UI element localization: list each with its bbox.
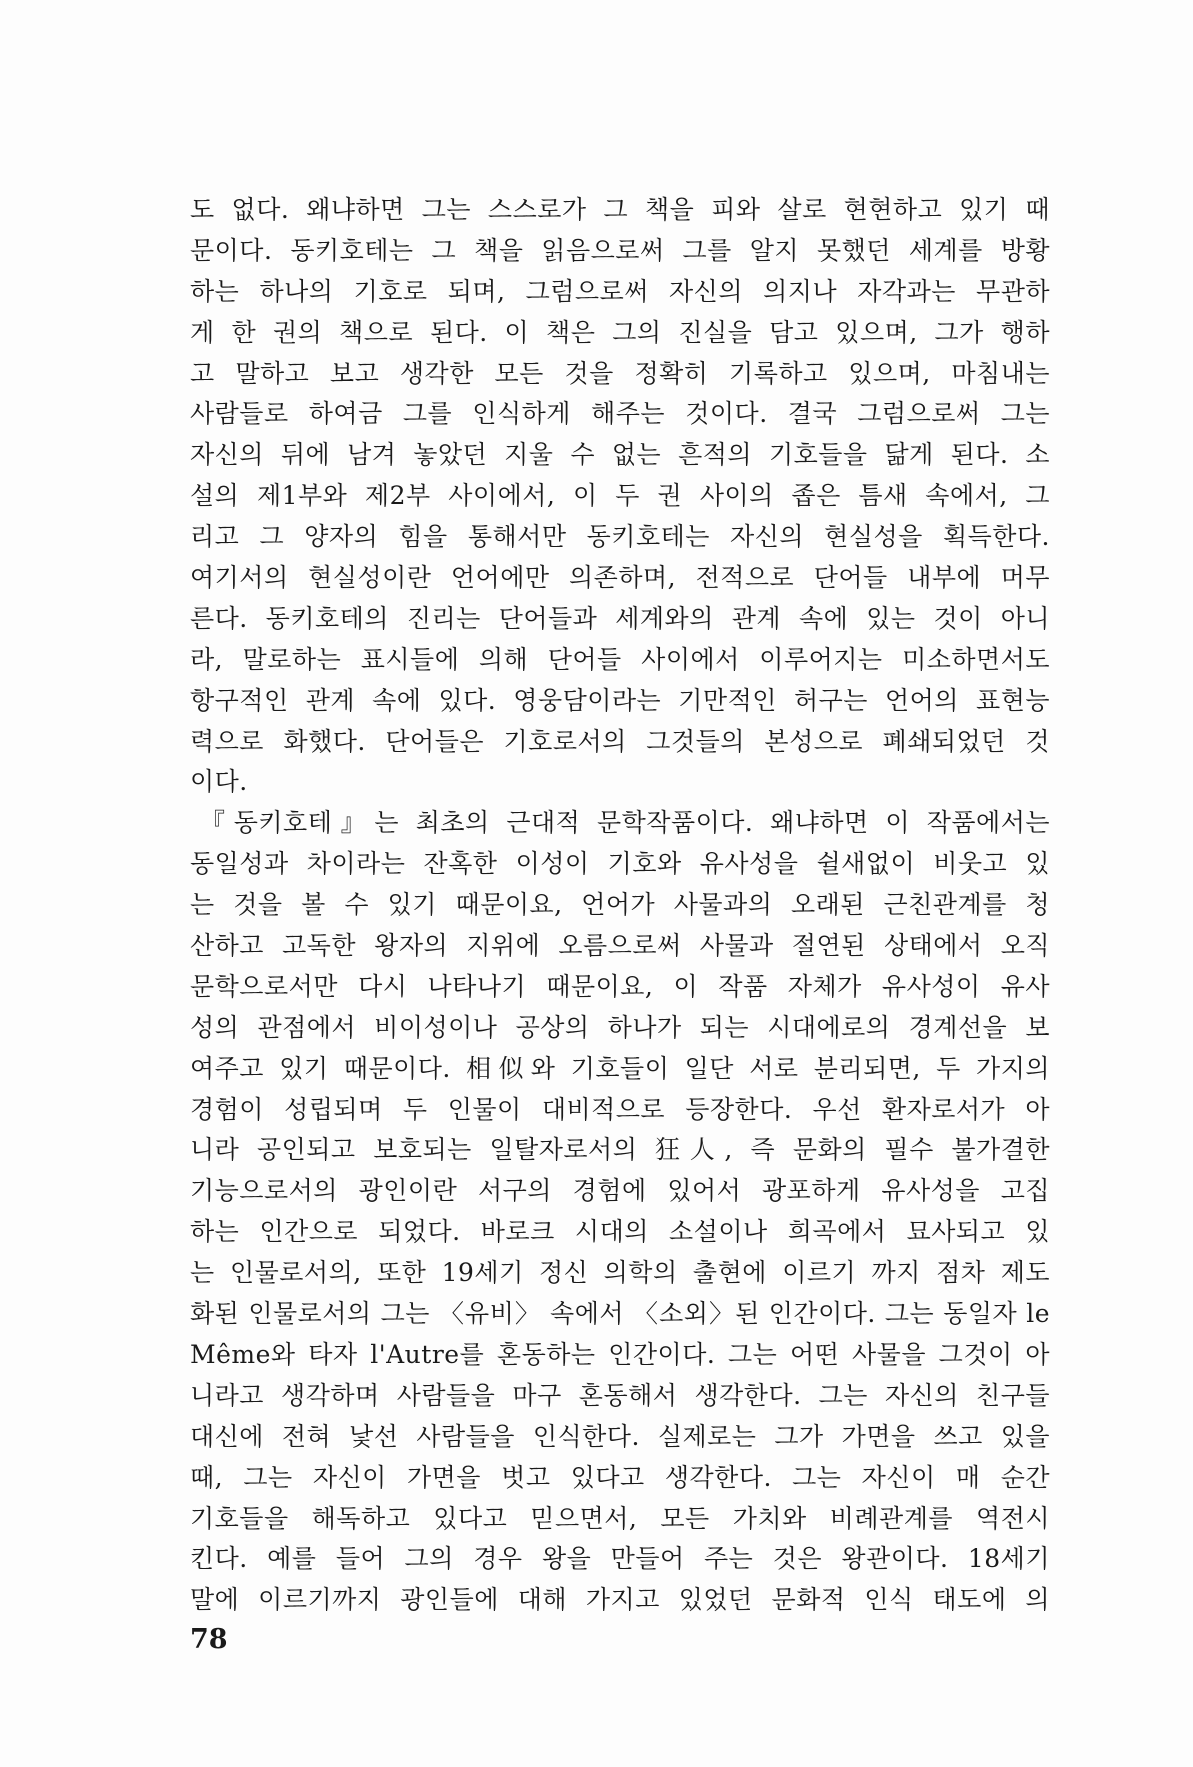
text-line: 동일성과 차이라는 잔혹한 이성이 기호와 유사성을 쉴새없이 비웃고 있	[190, 849, 1050, 879]
text-line: 도 없다. 왜냐하면 그는 스스로가 그 책을 피와 살로 현현하고 있기 때	[190, 195, 1050, 224]
text-line: 는 인물로서의, 또한 19세기 정신 의학의 출현에 이르기 까지 점차 제도	[190, 1258, 1050, 1288]
text-line: 때, 그는 자신이 가면을 벗고 있다고 생각한다. 그는 자신이 매 순간	[190, 1462, 1050, 1492]
text-line: 른다. 동키호테의 진리는 단어들과 세계와의 관계 속에 있는 것이 아니	[190, 603, 1050, 633]
text-line: 하는 인간으로 되었다. 바로크 시대의 소설이나 희곡에서 묘사되고 있	[190, 1217, 1050, 1247]
text-line: 화된 인물로서의 그는 〈유비〉 속에서 〈소외〉된 인간이다. 그는 동일자 le	[190, 1299, 1050, 1329]
text-line: 설의 제1부와 제2부 사이에서, 이 두 권 사이의 좁은 틈새 속에서, 그	[190, 481, 1050, 511]
text-line: 킨다. 예를 들어 그의 경우 왕을 만들어 주는 것은 왕관이다. 18세기	[190, 1544, 1050, 1574]
text-line: Même와 타자 l'Autre를 혼동하는 인간이다. 그는 어떤 사물을 그것이 아	[190, 1339, 1050, 1369]
text-line: 『동키호테』는 최초의 근대적 문학작품이다. 왜냐하면 이 작품에서는	[200, 808, 1050, 838]
text-line: 하는 하나의 기호로 되며, 그럼으로써 자신의 의지나 자각과는 무관하	[190, 276, 1050, 306]
page-number: 78	[190, 1624, 228, 1655]
text-line: 문학으로서만 다시 나타나기 때문이요, 이 작품 자체가 유사성이 유사	[190, 971, 1050, 1001]
text-line: 게 한 권의 책으로 된다. 이 책은 그의 진실을 담고 있으며, 그가 행하	[190, 317, 1050, 347]
text-line: 여주고 있기 때문이다. 相似와 기호들이 일단 서로 분리되면, 두 가지의	[190, 1053, 1050, 1083]
body-text	[190, 190, 1050, 1621]
text-line: 는 것을 볼 수 있기 때문이요, 언어가 사물과의 오래된 근친관계를 청	[190, 890, 1050, 920]
text-line: 니라 공인되고 보호되는 일탈자로서의 狂人, 즉 문화의 필수 불가결한	[190, 1135, 1050, 1165]
text-line: 여기서의 현실성이란 언어에만 의존하며, 전적으로 단어들 내부에 머무	[190, 563, 1050, 593]
text-line: 기능으로서의 광인이란 서구의 경험에 있어서 광포하게 유사성을 고집	[190, 1176, 1050, 1206]
text-line: 기호들을 해독하고 있다고 믿으면서, 모든 가치와 비례관계를 역전시	[190, 1503, 1050, 1533]
text-line: 경험이 성립되며 두 인물이 대비적으로 등장한다. 우선 환자로서가 아	[190, 1094, 1050, 1124]
text-line: 항구적인 관계 속에 있다. 영웅담이라는 기만적인 허구는 언어의 표현능	[190, 685, 1050, 715]
text-line: 문이다. 동키호테는 그 책을 읽음으로써 그를 알지 못했던 세계를 방황	[190, 235, 1050, 265]
text-line: 자신의 뒤에 남겨 놓았던 지울 수 없는 흔적의 기호들을 닮게 된다. 소	[190, 440, 1050, 470]
text-line: 라, 말로하는 표시들에 의해 단어들 사이에서 이루어지는 미소하면서도	[190, 644, 1050, 674]
text-line: 이다.	[190, 767, 248, 797]
text-line: 고 말하고 보고 생각한 모든 것을 정확히 기록하고 있으며, 마침내는	[190, 358, 1050, 388]
text-line: 대신에 전혀 낯선 사람들을 인식한다. 실제로는 그가 가면을 쓰고 있을	[190, 1421, 1050, 1451]
text-line: 산하고 고독한 왕자의 지위에 오름으로써 사물과 절연된 상태에서 오직	[190, 931, 1050, 961]
text-line: 니라고 생각하며 사람들을 마구 혼동해서 생각한다. 그는 자신의 친구들	[190, 1380, 1050, 1410]
text-line: 력으로 화했다. 단어들은 기호로서의 그것들의 본성으로 폐쇄되었던 것	[190, 726, 1050, 756]
text-line: 말에 이르기까지 광인들에 대해 가지고 있었던 문화적 인식 태도에 의	[190, 1585, 1050, 1615]
text-line: 성의 관점에서 비이성이나 공상의 하나가 되는 시대에로의 경계선을 보	[190, 1012, 1050, 1042]
text-line: 사람들로 하여금 그를 인식하게 해주는 것이다. 결국 그럼으로써 그는	[190, 399, 1050, 429]
text-line: 리고 그 양자의 힘을 통해서만 동키호테는 자신의 현실성을 획득한다.	[190, 522, 1050, 552]
